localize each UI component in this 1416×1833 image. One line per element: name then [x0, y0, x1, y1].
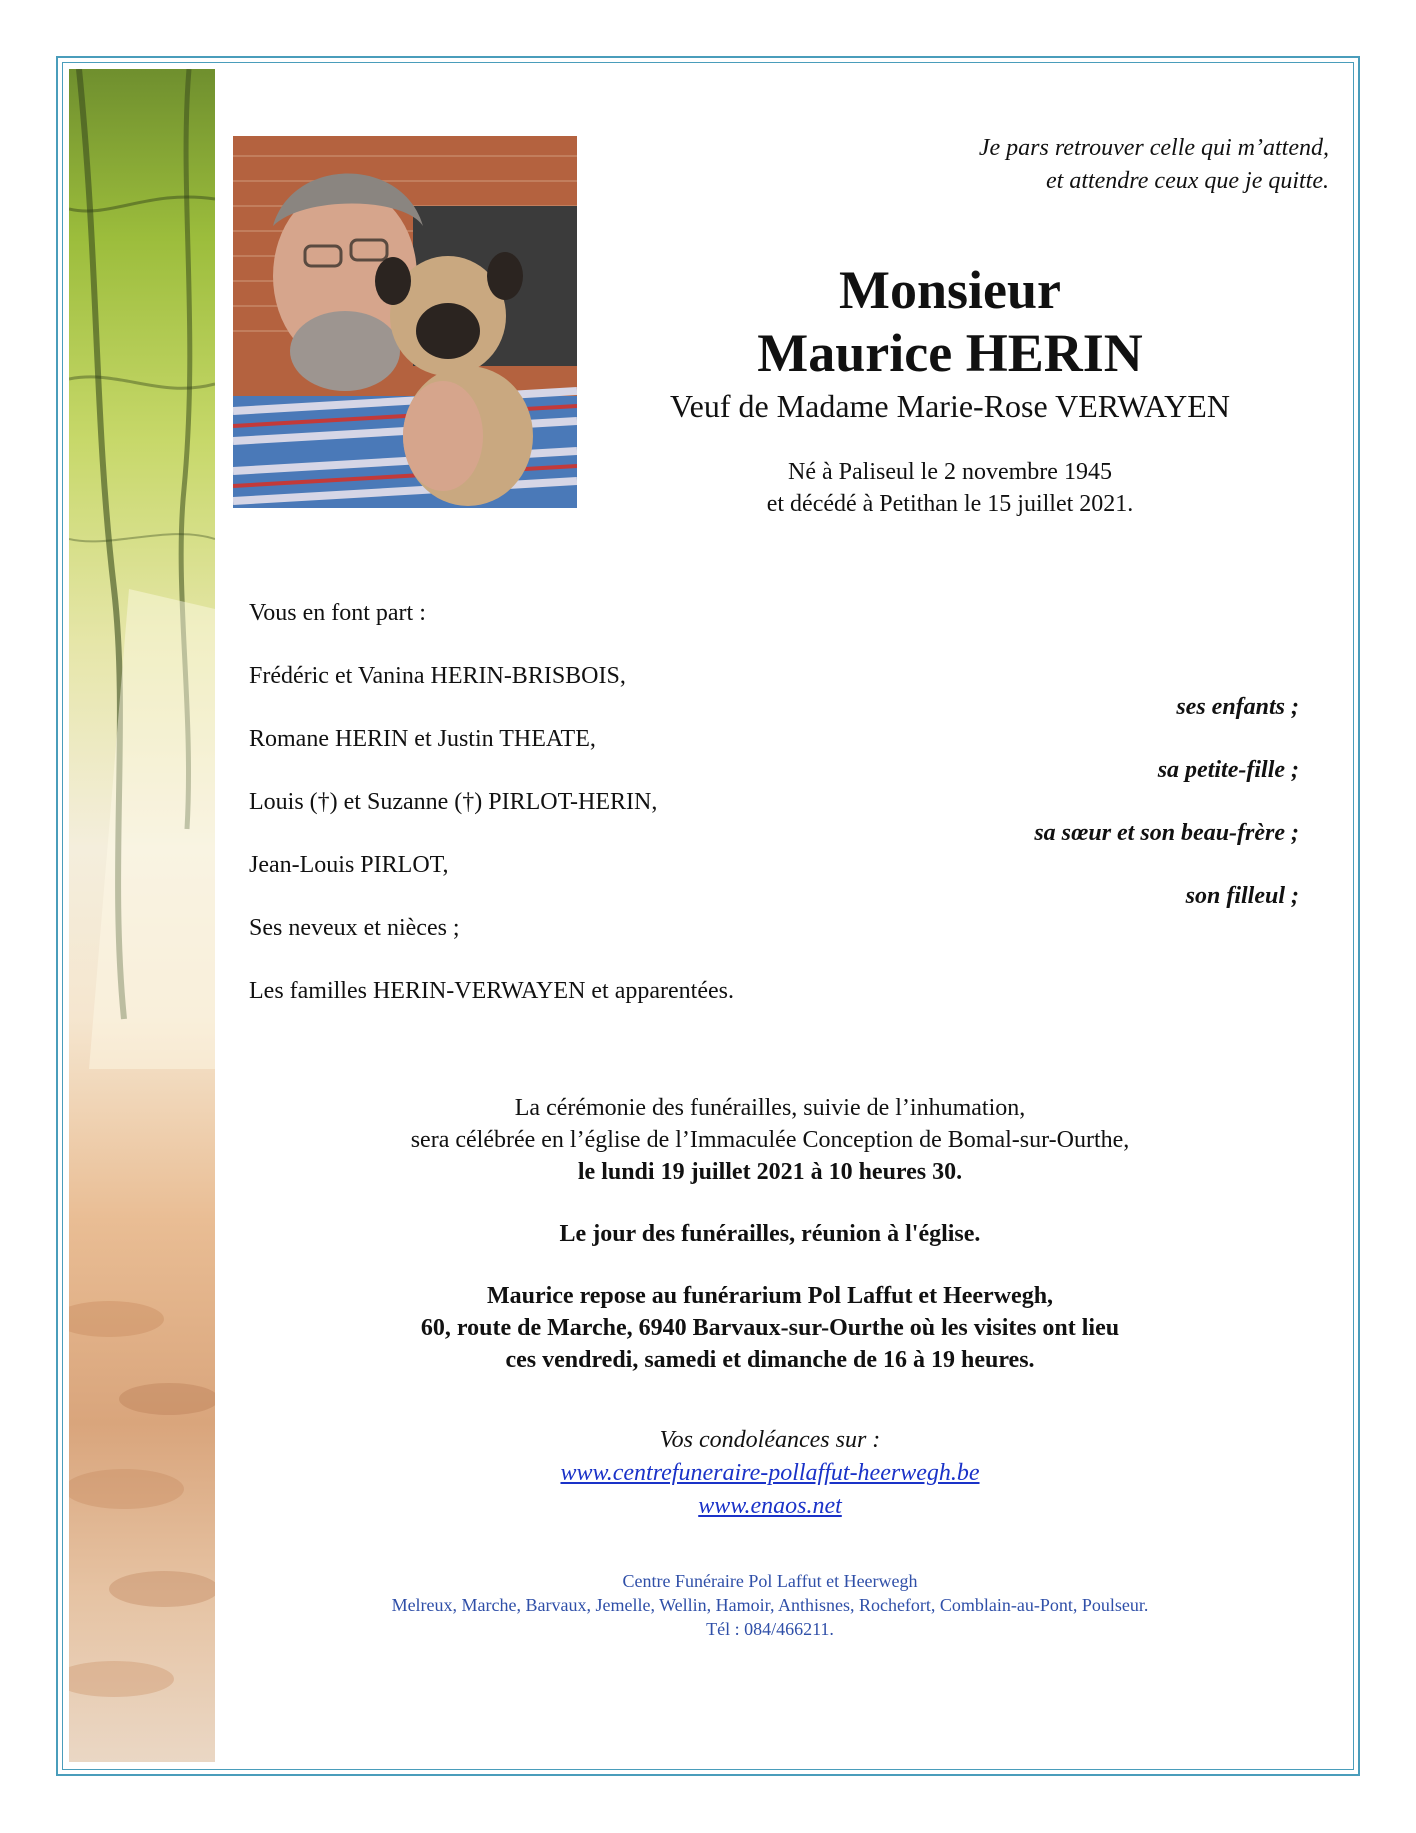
family-member-names: Louis (†) et Suzanne (†) PIRLOT-HERIN,: [249, 789, 658, 815]
honorific: Monsieur: [839, 260, 1061, 320]
family-intro: Vous en font part :: [249, 600, 426, 626]
family-other-line: Ses neveux et nièces ;: [249, 915, 460, 941]
family-member-relation: sa sœur et son beau-frère ;: [1034, 820, 1299, 846]
condolences-link-enaos[interactable]: www.enaos.net: [698, 1493, 842, 1519]
ceremony-datetime: le lundi 19 juillet 2021 à 10 heures 30.: [577, 1159, 963, 1185]
meeting-info: Le jour des funérailles, réunion à l'église.: [559, 1221, 981, 1247]
condolences-label: Vos condoléances sur :: [659, 1427, 881, 1453]
epigraph-quote: [809, 132, 1329, 198]
condolences-section: [450, 1424, 1090, 1523]
rest-line-3: ces vendredi, samedi et dimanche de 16 à 19 heures.: [505, 1347, 1035, 1373]
deceased-portrait: [233, 136, 577, 508]
family-member-relation: ses enfants ;: [1176, 694, 1299, 720]
quote-line-1: Je pars retrouver celle qui m’attend,: [978, 135, 1329, 161]
footer-company: Centre Funéraire Pol Laffut et Heerwegh: [622, 1571, 918, 1591]
family-member-relation: son filleul ;: [1185, 883, 1299, 909]
family-member-relation: sa petite-fille ;: [1157, 757, 1299, 783]
quote-line-2: et attendre ceux que je quitte.: [1046, 168, 1329, 194]
footer-locations: Melreux, Marche, Barvaux, Jemelle, Wellin, Hamoir, Anthisnes, Rochefort, Comblain-au-Pont, Poulseur.: [391, 1595, 1149, 1615]
deceased-name: Maurice HERIN: [757, 323, 1143, 383]
forest-path-image: [69, 69, 215, 1762]
widow-of: Veuf de Madame Marie-Rose VERWAYEN: [670, 388, 1230, 424]
footer-phone: Tél : 084/466211.: [706, 1619, 834, 1639]
rest-line-2: 60, route de Marche, 6940 Barvaux-sur-Ourthe où les visites ont lieu: [420, 1315, 1120, 1341]
birth-line: Né à Paliseul le 2 novembre 1945: [788, 459, 1112, 485]
family-other-line: Les familles HERIN-VERWAYEN et apparentées.: [249, 978, 734, 1004]
family-member-names: Jean-Louis PIRLOT,: [249, 852, 449, 878]
rest-line-1: Maurice repose au funérarium Pol Laffut et Heerwegh,: [486, 1283, 1054, 1309]
ceremony-info: [300, 1092, 1240, 1376]
family-member-names: Romane HERIN et Justin THEATE,: [249, 726, 596, 752]
ceremony-line-2: sera célébrée en l’église de l’Immaculée Conception de Bomal-sur-Ourthe,: [410, 1127, 1130, 1153]
deceased-title: [590, 258, 1310, 426]
funeral-home-footer: [330, 1569, 1210, 1641]
ceremony-line-1: La cérémonie des funérailles, suivie de l’inhumation,: [514, 1095, 1026, 1121]
family-member-names: Frédéric et Vanina HERIN-BRISBOIS,: [249, 663, 626, 689]
death-line: et décédé à Petithan le 15 juillet 2021.: [766, 491, 1134, 517]
birth-death-info: [650, 456, 1250, 520]
condolences-link-funeral-center[interactable]: www.centrefuneraire-pollaffut-heerwegh.be: [560, 1460, 980, 1486]
